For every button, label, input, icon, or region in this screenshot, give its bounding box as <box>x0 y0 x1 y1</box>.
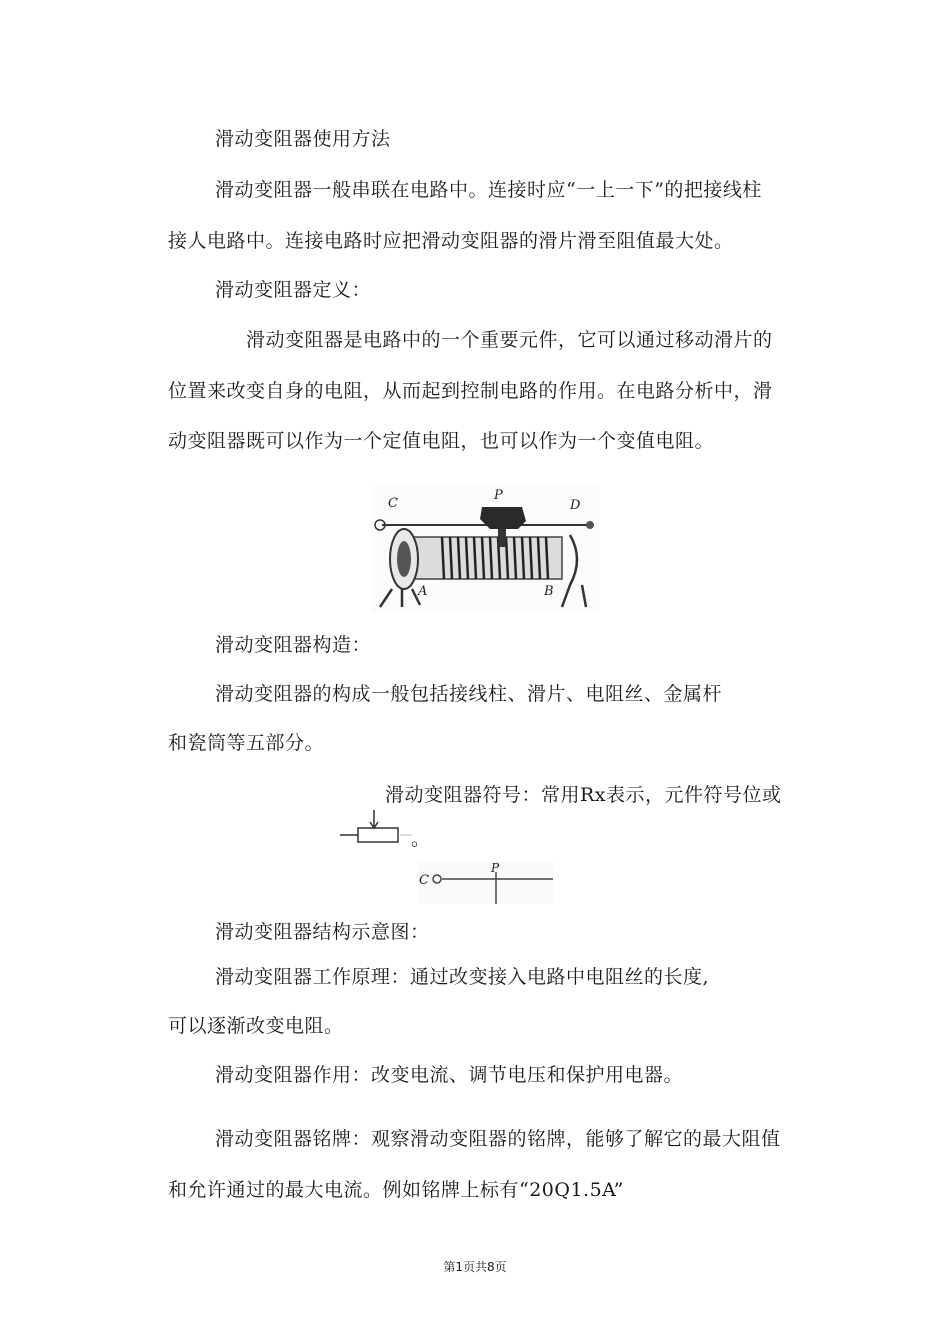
nameplate-paragraph-line-2: 和允许通过的最大电流。例如铭牌上标有“20Q1.5A” <box>168 1179 624 1201</box>
label-c: C <box>388 496 398 511</box>
rheostat-symbol-icon <box>340 806 412 846</box>
definition-paragraph-line-1: 滑动变阻器是电路中的一个重要元件，它可以通过移动滑片的 <box>246 329 773 351</box>
rheostat-figure <box>372 485 600 612</box>
principle-paragraph-line-1: 滑动变阻器工作原理：通过改变接入电路中电阻丝的长度, <box>215 966 710 988</box>
label-b: B <box>544 584 554 599</box>
usage-paragraph-line-1: 滑动变阻器一般串联在电路中。连接时应“一上一下”的把接线柱 <box>215 179 762 201</box>
schematic-figure <box>418 862 553 904</box>
function-paragraph: 滑动变阻器作用：改变电流、调节电压和保护用电器。 <box>215 1064 684 1086</box>
label-p: P <box>494 488 503 503</box>
section-title-usage: 滑动变阻器使用方法 <box>215 128 391 150</box>
page-footer: 第1页共8页 <box>443 1260 507 1274</box>
symbol-paragraph-line-1: 滑动变阻器符号：常用Rx表示，元件符号位或 <box>385 784 782 806</box>
label-a: A <box>418 584 428 599</box>
structure-paragraph-line-2: 和瓷筒等五部分。 <box>168 732 325 754</box>
principle-paragraph-line-2: 可以逐渐改变电阻。 <box>168 1015 344 1037</box>
schematic-label-c: C <box>419 873 429 888</box>
definition-heading: 滑动变阻器定义： <box>215 279 372 301</box>
structure-heading: 滑动变阻器构造： <box>215 634 372 656</box>
label-d: D <box>570 498 581 513</box>
structure-paragraph-line-1: 滑动变阻器的构成一般包括接线柱、滑片、电阻丝、金属杆 <box>215 683 723 705</box>
schematic-label-p: P <box>491 862 500 875</box>
schematic-heading: 滑动变阻器结构示意图： <box>215 921 430 943</box>
definition-paragraph-line-3: 动变阻器既可以作为一个定值电阻，也可以作为一个变值电阻。 <box>168 430 715 452</box>
nameplate-paragraph-line-1: 滑动变阻器铭牌：观察滑动变阻器的铭牌，能够了解它的最大阻值 <box>215 1128 781 1150</box>
symbol-paragraph-tail: 。 <box>411 828 431 850</box>
usage-paragraph-line-2: 接人电路中。连接电路时应把滑动变阻器的滑片滑至阻值最大处。 <box>168 230 734 252</box>
definition-paragraph-line-2: 位置来改变自身的电阻，从而起到控制电路的作用。在电路分析中，滑 <box>168 380 773 402</box>
